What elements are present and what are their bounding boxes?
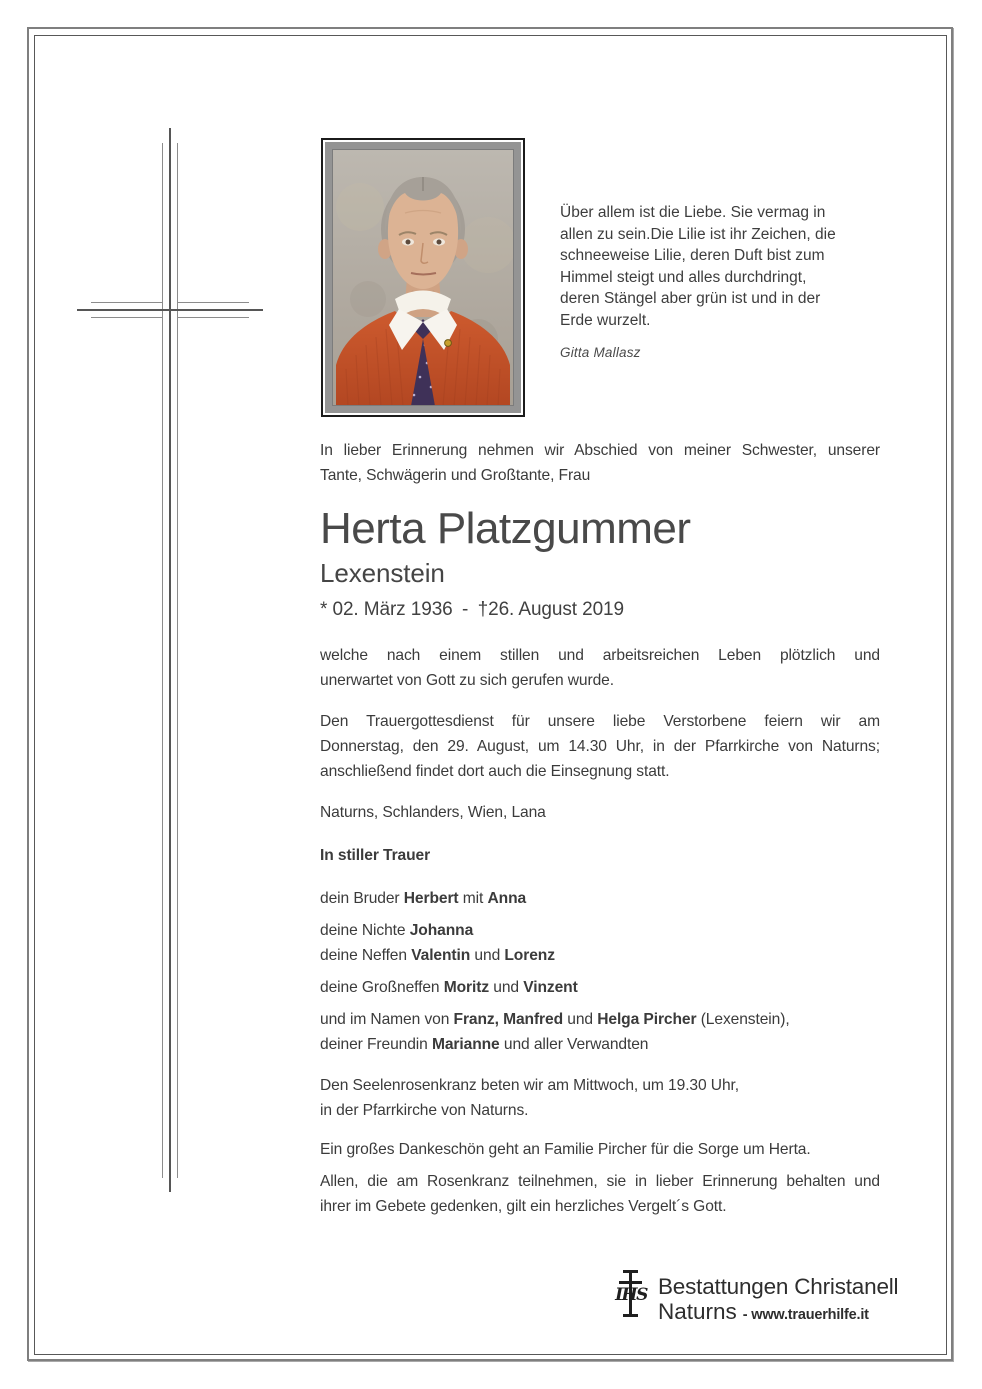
intro-paragraph bbox=[320, 438, 880, 488]
cross-vertical-left-line bbox=[162, 143, 163, 1178]
text-line: In lieber Erinnerung nehmen wir Abschied von meiner Schwester, unserer bbox=[320, 442, 880, 459]
funeral-home-name: Bestattungen Christanell bbox=[658, 1274, 899, 1299]
text-line: Allen, die am Rosenkranz teilnehmen, sie in lieber Erinnerung behalten und bbox=[320, 1173, 880, 1190]
mourner-name: Moritz bbox=[443, 979, 490, 996]
birth-death-dates: * 02. März 1936 - †26. August 2019 bbox=[320, 599, 624, 620]
text-segment: deine Großneffen bbox=[320, 979, 444, 996]
deceased-house-name: Lexenstein bbox=[320, 558, 445, 588]
death-paragraph bbox=[320, 643, 880, 693]
portrait-photo-mat bbox=[325, 142, 521, 413]
mourner-name: Anna bbox=[487, 890, 527, 907]
thanks-paragraph: Ein großes Dankeschön geht an Familie Pircher für die Sorge um Herta. bbox=[320, 1141, 811, 1158]
text-segment: deine Nichte bbox=[320, 922, 410, 939]
mourner-name: Herbert bbox=[403, 890, 459, 907]
text-segment: mit bbox=[458, 890, 488, 907]
text-line: allen zu sein.Die Lilie ist ihr Zeichen, die bbox=[560, 225, 836, 243]
announcement-text bbox=[320, 438, 880, 1219]
text-segment: (Lexenstein), bbox=[696, 1011, 790, 1028]
text-line: Über allem ist die Liebe. Sie vermag in bbox=[560, 204, 826, 221]
deceased-name: Herta Platzgummer bbox=[320, 504, 691, 553]
mourner-name: Lorenz bbox=[504, 947, 555, 964]
text-segment: dein Bruder bbox=[320, 890, 404, 907]
funeral-home-website: - www.trauerhilfe.it bbox=[742, 1307, 869, 1323]
ihs-monogram: IHS bbox=[615, 1285, 647, 1305]
text-segment: deine Neffen bbox=[320, 947, 412, 964]
mourner-name: Valentin bbox=[411, 947, 471, 964]
service-paragraph bbox=[320, 709, 880, 784]
collar-pin bbox=[445, 340, 452, 347]
text-segment: und im Namen von bbox=[320, 1011, 454, 1028]
funeral-home-text bbox=[658, 1270, 898, 1328]
mourner-name: Marianne bbox=[431, 1036, 500, 1053]
places-line: Naturns, Schlanders, Wien, Lana bbox=[320, 804, 546, 821]
cross-horizontal-top-right-line bbox=[178, 302, 249, 303]
portrait-photo-frame bbox=[321, 138, 525, 417]
text-segment: und aller Verwandten bbox=[499, 1036, 649, 1053]
text-line: anschließend findet dort auch die Einsegnung statt. bbox=[320, 763, 670, 780]
funeral-home-location: Naturns bbox=[658, 1299, 737, 1324]
memorial-poem bbox=[560, 202, 836, 364]
mourner-name: Helga Pircher bbox=[597, 1011, 697, 1028]
funeral-home-footer bbox=[612, 1270, 898, 1328]
text-line: Den Seelenrosenkranz beten wir am Mittwoch, um 19.30 Uhr, bbox=[320, 1077, 740, 1094]
cross-horizontal-center-line bbox=[77, 309, 263, 311]
mourner-line-grandnephews bbox=[320, 975, 880, 1000]
text-line: Donnerstag, den 29. August, um 14.30 Uhr, in der Pfarrkirche von Naturns; bbox=[320, 738, 880, 755]
cross-vertical-right-line bbox=[177, 143, 178, 1178]
text-line: Tante, Schwägerin und Großtante, Frau bbox=[320, 467, 591, 484]
text-segment: und bbox=[563, 1011, 598, 1028]
poem-text bbox=[560, 202, 836, 331]
mourner-line-niece bbox=[320, 918, 880, 943]
mourner-name: Vinzent bbox=[523, 979, 578, 996]
rosary-paragraph bbox=[320, 1073, 880, 1123]
text-line: Erde wurzelt. bbox=[560, 311, 651, 329]
mourner-group-niece-nephews bbox=[320, 918, 880, 968]
ihs-cross-logo-icon bbox=[612, 1270, 650, 1320]
cross-horizontal-bottom-right-line bbox=[178, 317, 249, 318]
cross-horizontal-top-left-line bbox=[91, 302, 162, 303]
cross-horizontal-bottom-left-line bbox=[91, 317, 162, 318]
prayer-paragraph bbox=[320, 1169, 880, 1219]
poem-attribution: Gitta Mallasz bbox=[560, 345, 641, 360]
text-line: ihrer im Gebete gedenken, gilt ein herzliches Vergelt´s Gott. bbox=[320, 1198, 727, 1215]
text-segment: deiner Freundin bbox=[320, 1036, 432, 1053]
mourner-name: Johanna bbox=[409, 922, 474, 939]
text-segment: und bbox=[489, 979, 524, 996]
text-line: unerwartet von Gott zu sich gerufen wurde. bbox=[320, 672, 614, 689]
cross-vertical-center-line bbox=[169, 128, 171, 1192]
mourning-header: In stiller Trauer bbox=[320, 847, 431, 864]
text-line: Den Trauergottesdienst für unsere liebe Verstorbene feiern wir am bbox=[320, 713, 880, 730]
portrait-photo bbox=[332, 149, 514, 406]
mourner-line-in-name-of bbox=[320, 1007, 880, 1032]
text-line: Himmel steigt und alles durchdringt, bbox=[560, 268, 807, 286]
text-line: in der Pfarrkirche von Naturns. bbox=[320, 1102, 529, 1119]
mourner-line-brother bbox=[320, 886, 880, 911]
mourner-line-nephews bbox=[320, 943, 880, 968]
text-line: welche nach einem stillen und arbeitsreichen Leben plötzlich und bbox=[320, 647, 880, 664]
mourner-name: Franz, Manfred bbox=[453, 1011, 564, 1028]
text-line: schneeweise Lilie, deren Duft bist zum bbox=[560, 247, 825, 264]
text-segment: und bbox=[470, 947, 505, 964]
mourner-group-family-friends bbox=[320, 1007, 880, 1057]
text-line: deren Stängel aber grün ist und in der bbox=[560, 290, 821, 307]
mourner-line-friend bbox=[320, 1032, 880, 1057]
